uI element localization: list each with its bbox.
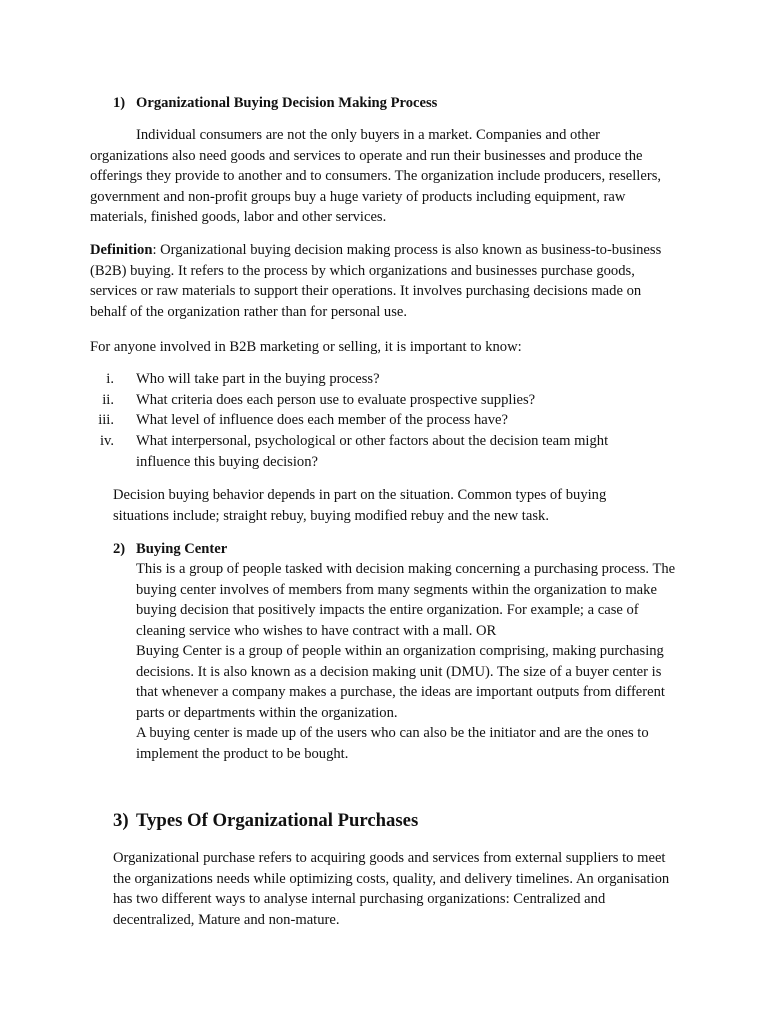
list-item [90, 390, 690, 411]
section3-title: Types Of Organizational Purchases [136, 810, 419, 831]
list-item [90, 431, 690, 473]
section2-body [136, 559, 681, 764]
section3-number: 3) [113, 810, 129, 831]
list-marker: ii. [102, 392, 114, 408]
definition-text: : Organizational buying decision making process is also known as business-to-business (B2B) buying. It refers to the process by which organizations and businesses purchase goods, services or raw materials to support their operations. It involves purchasing decisions made on behalf of the organization rather than for personal use. [90, 242, 662, 320]
section1-paragraph: Individual consumers are not the only buyers in a market. Companies and other organizations also need goods and services to operate and run their businesses and produce the offerings they provide to another and to consumers. The organization include producers, resellers, government and non-profit groups buy a huge variety of products including equipment, raw materials, finished goods, labor and other services. [90, 127, 662, 225]
section2-title: Buying Center [136, 541, 228, 557]
list-item-text: What level of influence does each member of the process have? [136, 412, 508, 428]
section1-closing: Decision buying behavior depends in part on the situation. Common types of buying situations include; straight rebuy, buying modified rebuy and the new task. [113, 487, 607, 524]
list-item-text: What interpersonal, psychological or other factors about the decision team might influence this buying decision? [136, 433, 609, 470]
section2-paragraph-2: Buying Center is a group of people within an organization comprising, making purchasing decisions. It is also known as a decision making unit (DMU). The size of a buyer center is that whenever a company makes a purchase, the ideas are important outputs from different parts or departments within the organization. [136, 643, 665, 721]
definition-label: Definition [90, 242, 153, 258]
section1-title: Organizational Buying Decision Making Process [136, 95, 438, 111]
list-marker: iii. [98, 412, 114, 428]
list-item [90, 410, 690, 431]
list-item-text: Who will take part in the buying process? [136, 371, 380, 387]
section1-number: 1) [113, 95, 126, 111]
list-intro: For anyone involved in B2B marketing or selling, it is important to know: [90, 339, 522, 355]
section2-paragraph-3: A buying center is made up of the users who can also be the initiator and are the ones to implement the product to be bought. [136, 725, 649, 762]
list-marker: iv. [99, 433, 114, 449]
list-marker: i. [106, 371, 114, 387]
list-item [90, 369, 690, 390]
list-item-text: What criteria does each person use to evaluate prospective supplies? [136, 392, 536, 408]
section2-paragraph-1: This is a group of people tasked with decision making concerning a purchasing process. The buying center involves of members from many segments within the organization to make buying decision that positively impacts the entire organization. For example; a case of cleaning service who wishes to have contract with a mall. OR [136, 561, 676, 639]
section2-number: 2) [113, 541, 126, 557]
definition-paragraph [90, 240, 675, 322]
section3-paragraph: Organizational purchase refers to acquiring goods and services from external suppliers to meet the organizations needs while optimizing costs, quality, and delivery timelines. An organisation has two different ways to analyse internal purchasing organizations: Centralized and decentralized, Mature and non-mature. [113, 850, 670, 928]
